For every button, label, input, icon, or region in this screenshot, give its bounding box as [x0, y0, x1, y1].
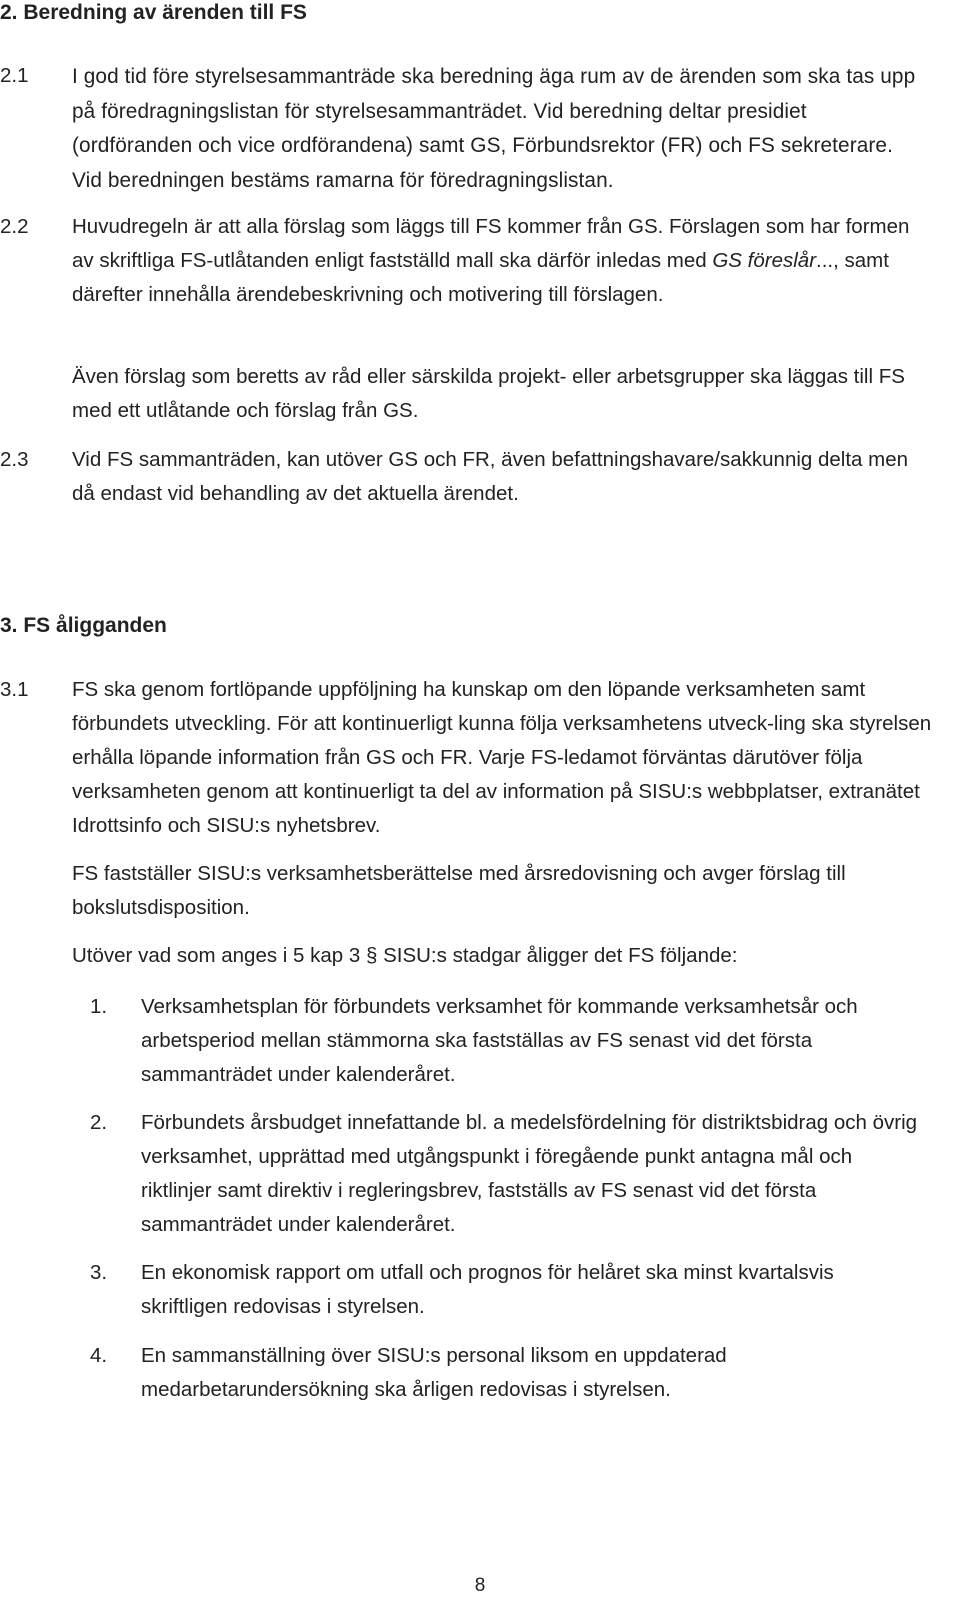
clause-text-start: Huvudregeln är att alla förslag som läggs till FS kommer från GS. Förslagen som har formen av skriftliga FS-utlåtanden enligt fastställd mall ska därför inledas med: [72, 215, 910, 272]
clause-text: [72, 210, 932, 312]
clause-number: 2.3: [0, 448, 29, 471]
list-item-text: En sammanställning över SISU:s personal liksom en uppdaterad medarbetarundersökning ska årligen redovisas i styrelsen.: [141, 1344, 727, 1401]
page-number: 8: [474, 1575, 486, 1596]
list-item-number: 1.: [90, 995, 108, 1018]
section-heading-3: 3. FS åligganden: [0, 614, 167, 637]
clause-paragraph: FS fastställer SISU:s verksamhetsberättelse med årsredovisning och avger förslag till bokslutsdisposition.: [72, 862, 846, 919]
list-item-text: Verksamhetsplan för förbundets verksamhet för kommande verksamhetsår och arbetsperiod mellan stämmorna ska fastställas av FS senast vid det första sammanträdet under kalenderåret.: [141, 995, 858, 1086]
section-heading-2: 2. Beredning av ärenden till FS: [0, 1, 307, 24]
clause-number: 3.1: [0, 678, 29, 701]
list-item-text: Förbundets årsbudget innefattande bl. a medelsfördelning för distriktsbidrag och övrig verksamhet, upprättad med utgångspunkt i föregående punkt antagna mål och riktlinjer samt direktiv i regleringsbrev, fastställs av FS senast vid det första sammanträdet under kalenderåret.: [141, 1111, 918, 1236]
list-item-number: 4.: [90, 1344, 108, 1367]
list-item-number: 2.: [90, 1111, 108, 1134]
clause-text-italic: GS föreslår: [712, 249, 817, 272]
clause-number: 2.2: [0, 215, 29, 238]
clause-text: Vid FS sammanträden, kan utöver GS och FR, även befattningshavare/sakkunnig delta men då endast vid behandling av det aktuella ärendet.: [72, 448, 909, 505]
clause-text: I god tid före styrelsesammanträde ska beredning äga rum av de ärenden som ska tas upp på föredragningslistan för styrelsesammanträdet. Vid beredning deltar presidiet (ordföranden och vice ordförandena) samt GS, Förbundsrektor (FR) och FS sekreterare. Vid beredningen bestäms ramarna för föredragningslistan.: [72, 65, 916, 192]
clause-number: 2.1: [0, 64, 29, 87]
clause-paragraph: Utöver vad som anges i 5 kap 3 § SISU:s stadgar åligger det FS följande:: [72, 944, 738, 967]
list-item-number: 3.: [90, 1261, 108, 1284]
clause-text: FS ska genom fortlöpande uppföljning ha kunskap om den löpande verksamheten samt förbundets utveckling. För att kontinuerligt kunna följa verksamhetens utveck-ling ska styrelsen erhålla löpande information från GS och FR. Varje FS-ledamot förväntas därutöver följa verksamheten genom att kontinuerligt ta del av information på SISU:s webbplatser, extranätet Idrottsinfo och SISU:s nyhetsbrev.: [72, 678, 932, 837]
clause-text-end: ..., samt därefter innehålla ärendebeskrivning och motivering till förslagen.: [72, 249, 889, 306]
clause-paragraph: Även förslag som beretts av råd eller särskilda projekt- eller arbetsgrupper ska läggas till FS med ett utlåtande och förslag från GS.: [72, 365, 905, 422]
list-item-text: En ekonomisk rapport om utfall och prognos för helåret ska minst kvartalsvis skriftligen redovisas i styrelsen.: [141, 1261, 834, 1318]
